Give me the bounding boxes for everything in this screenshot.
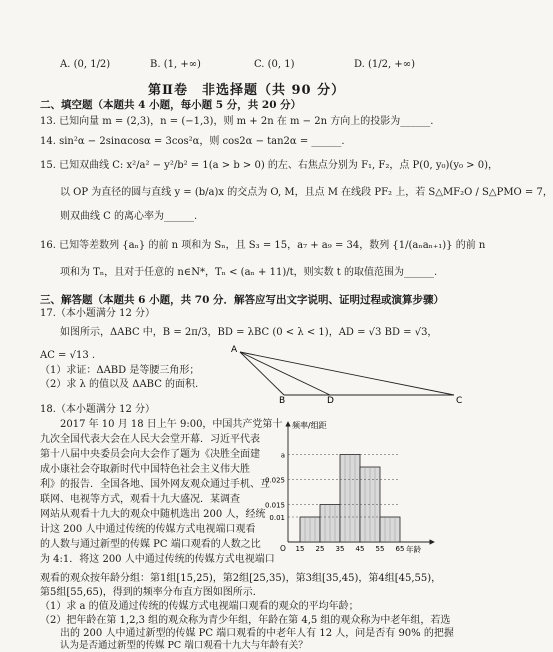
label-a: A (231, 345, 238, 355)
q18-line-4: 成小康社会夺取新时代中国特色社会主义伟大胜 (40, 464, 250, 475)
choice-c: C. (0, 1) (254, 59, 295, 70)
q18-line-5: 利》的报告．全国各地、国外网友观众通过手机、互 (40, 479, 270, 490)
triangle-figure (228, 342, 464, 404)
y-tick-label: 0.015 (264, 501, 285, 510)
x-tick-label: 25 (315, 545, 325, 553)
q16-line1: 16. 已知等差数列 {aₙ} 的前 n 项和为 Sₙ，且 S₃ = 15，a₇ + a₉ = 34，数列 {1/(aₙaₙ₊₁)} 的前 n (40, 240, 486, 251)
edge-ac (240, 352, 454, 395)
q17-head: 17.（本小题满分 12 分） (40, 308, 155, 319)
q18-line-8: 计这 200 人中通过传统的传媒方式电视端口观看 (40, 524, 256, 535)
edge-ad (240, 352, 330, 395)
q18-part2-line2: 出的 200 人中通过新型的传媒 PC 端口观看的中老年人有 12 人，问是否有 90% 的把握 (60, 628, 454, 639)
q18-line-3: 第十八届中央委员会向大会作了题为《决胜全面建 (40, 449, 260, 460)
x-tick-label: 15 (295, 545, 305, 553)
q16-line2: 项和为 Tₙ，且对于任意的 n∈N*，Tₙ < (aₙ + 11)/t，则实数 t 的取值范围为______. (60, 267, 438, 278)
q14: 14. sin²α − 2sinαcosα = 3cos²α，则 cos2α − tan2α = ______. (40, 136, 345, 147)
x-tick-label: 55 (375, 545, 385, 553)
q18-part1: （1）求 a 的值及通过传统的传媒方式电视端口观看的观众的平均年龄； (40, 601, 359, 612)
q18-full-line1: 观看的观众按年龄分组：第1组[15,25)，第2组[25,35)，第3组[35,45)，第4组[45,55)， (40, 573, 442, 584)
label-b: B (279, 396, 286, 406)
part2-title: 第Ⅱ卷 非选择题（共 90 分） (148, 83, 346, 98)
choice-b: B. (1, +∞) (150, 59, 201, 70)
choice-d: D. (1/2, +∞) (354, 59, 415, 70)
q18-part2-line3: 认为是否通过新型的传媒 PC 端口观看十九大与年龄有关？ (60, 640, 308, 651)
choice-a: A. (0, 1/2) (60, 59, 111, 70)
q13: 13. 已知向量 m = (2,3)，n = (−1,3)，则 m + 2n 在 m − 2n 方向上的投影为______. (40, 116, 434, 127)
q15-line1: 15. 已知双曲线 C: x²/a² − y²/b² = 1(a > b > 0) 的左、右焦点分别为 F₁, F₂，点 P(0, y₀)(y₀ > 0)， (40, 160, 498, 171)
x-tick-label: 35 (335, 545, 345, 553)
y-tick-label: a (280, 451, 285, 460)
histogram (264, 418, 440, 554)
fill-heading: 二、填空题（本题共 4 小题，每小题 5 分，共 20 分） (40, 99, 302, 111)
q15-line2: 以 OP 为直径的圆与直线 y = (b/a)x 的交点为 O, M，且点 M 在线段 PF₂ 上，若 S△MF₂O / S△PMO = 7， (60, 187, 553, 198)
q18-part2-line1: （2）把年龄在第 1,2,3 组的观众称为青少年组，年龄在第 4,5 组的观众称为中老年组，若选 (40, 615, 451, 626)
edge-ab (240, 352, 284, 395)
x-tick-label: 45 (355, 545, 365, 553)
q18-line-9: 的人数与通过新型的传媒 PC 端口观看的人数之比 (40, 539, 261, 550)
x-tick-label: 65 (395, 545, 405, 553)
y-tick-label: 0.025 (264, 476, 285, 485)
q17-part2: （2）求 λ 的值以及 ΔABC 的面积. (40, 379, 199, 390)
q17-line2: AC = √13 . (40, 350, 96, 361)
origin-label: O (280, 544, 286, 553)
q15-line3: 则双曲线 C 的离心率为______. (60, 211, 198, 222)
label-c: C (456, 396, 463, 406)
label-d: D (327, 396, 334, 406)
q18-line-7: 网站从观看十九大的观众中随机选出 200 人，经统 (40, 509, 266, 520)
q18-line-2: 九次全国代表大会在人民大会堂开幕．习近平代表 (40, 434, 260, 445)
q18-line-6: 联网、电视等方式，观看十九大盛况．某调查 (40, 494, 240, 505)
x-axis-label: 年龄 (406, 545, 421, 554)
q17-part1: （1）求证：ΔABD 是等腰三角形； (40, 365, 200, 376)
q18-head: 18.（本小题满分 12 分） (40, 404, 155, 415)
y-tick-label: 0.01 (269, 514, 285, 522)
q17-line1: 如图所示，ΔABC 中，B = 2π/3，BD = λBC (0 < λ < 1)，AD = √3 BD = √3， (60, 327, 438, 338)
answer-heading: 三、解答题（本题共 6 小题，共 70 分．解答应写出文字说明、证明过程或演算步骤） (40, 294, 445, 306)
q18-full-line2: 第5组[55,65)，得到的频率分布直方图如图所示． (40, 587, 263, 598)
q18-line-10: 为 4:1．将这 200 人中通过传统的传媒方式电视端口 (40, 554, 275, 565)
y-axis-label: 频率/组距 (292, 421, 327, 430)
q18-line-1: 2017 年 10 月 18 日上午 9:00，中国共产党第十 (60, 419, 283, 430)
